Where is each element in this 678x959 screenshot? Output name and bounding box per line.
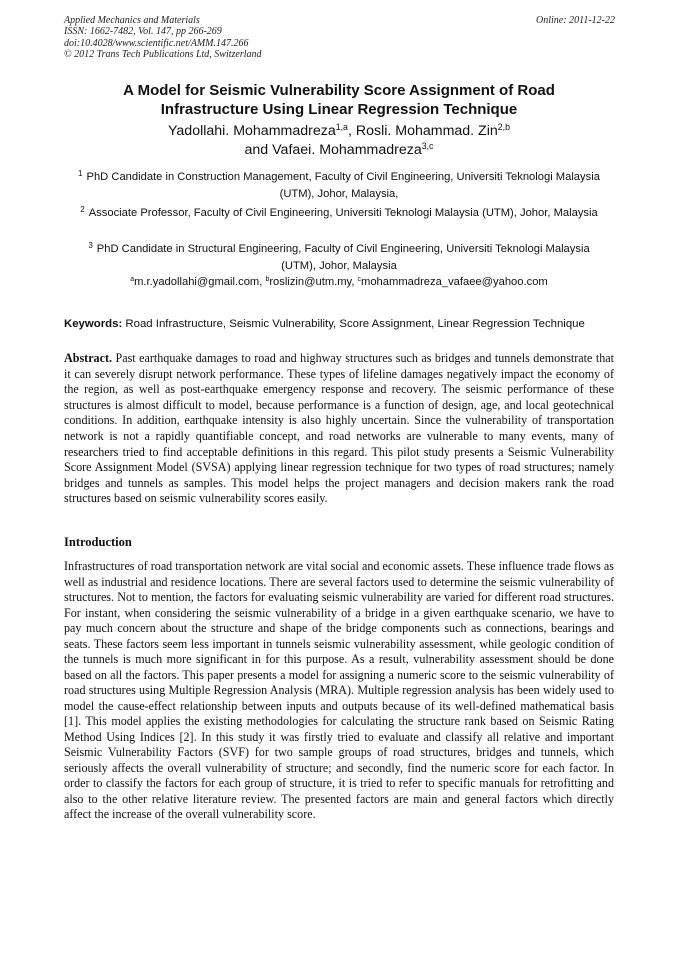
affiliation-2 xyxy=(70,202,608,222)
email-address[interactable]: mohammadreza_vafaee@yahoo.com xyxy=(361,276,548,288)
author-name: Rosli. Mohammad. Zin xyxy=(355,123,498,139)
paper-title: A Model for Seismic Vulnerability Score Assignment of Road Infrastructure Using Linear Regression Technique xyxy=(123,82,555,118)
introduction-text: Infrastructures of road transportation network are vital social and economic assets. These influence trade flows as well as industrial and residence locations. There are several factors used to determine the seismic vulnerability of structures. Not to mention, the factors for evaluating seismic vulnerability are varied for different road structures. For instant, when considering the seismic vulnerability of a bridge in a given earthquake scenario, we have to pay much concern about the structure and shape of the bridge components such as connections, bearings and seats. These factors seem less important in tunnels seismic vulnerability assessment, while geologic condition of the tunnels is much more significant in for this purpose. As a result, vulnerability assessment should be done based on all the factors. This paper presents a model for assigning a numeric score to the seismic vulnerability of road structures using Multiple Regression Analysis (MRA). Multiple regression analysis has been widely used to model the cause-effect relationship between inputs and outputs because of its well-defined mathematical basis [1]. This model applies the existing methodologies for calculating the structure rank based on Seismic Rating Method Using Indices [2]. In this study it was firstly tried to evaluate and classify all relative and important Seismic Vulnerability Factors (SVF) for two sample groups of road structures, bridges and tunnels, which seriously affects the overall vulnerability of structure; and secondly, find the numeric score for each factor. In order to classify the factors for each group of structure, it is tried to refer to specific manuals for retrofitting and also to the other relative literature review. The presented factors are main and general factors which directly affect the increase of the overall vulnerability score. xyxy=(64,559,614,821)
email-line: $^a$m.r.yadollahi@gmail.com, $^b$roslizin@utm.my, $^c$mohammadreza_vafaee@yahoo.com xyxy=(130,276,548,288)
author-list: Yadollahi. Mohammadreza$^{1,a}$, Rosli. Mohammad. Zin$^{2,b}$ and Vafaei. Mohammadreza$^{3,c}$ xyxy=(168,122,510,158)
abstract-block xyxy=(64,351,614,507)
affiliation-text: PhD Candidate in Construction Management, Faculty of Civil Engineering, Universiti Teknologi Malaysia (UTM), Johor, Malaysia, xyxy=(86,171,600,200)
author-name: and Vafaei. Mohammadreza xyxy=(244,142,422,158)
affiliation-number: 1 xyxy=(78,169,83,178)
affiliation-text: PhD Candidate in Structural Engineering, Faculty of Civil Engineering, Universiti Teknologi Malaysia (UTM), Johor, Malaysia xyxy=(96,243,590,272)
issn-line: ISSN: 1662-7482, Vol. 147, pp 266-269 xyxy=(64,26,222,38)
author-affil-mark: 2,b xyxy=(497,122,510,133)
affiliation-1 xyxy=(70,166,608,202)
affiliation-number: 3 xyxy=(88,241,93,250)
abstract-text: Past earthquake damages to road and highway structures such as bridges and tunnels demonstrate that it can severely disrupt network performance. These types of lifeline damages negatively impact the economy of the region, as well as post-earthquake emergency response and recovery. The seismic performance of these structures is almost difficult to model, because performance is a function of design, age, and local geotechnical conditions. In addition, earthquake intensity is also highly uncertain. Since the vulnerability of transportation network is not a rapidly quantifiable concept, and road networks are vulnerable to many events, many of researchers tried to find acceptable definitions in this regard. This pilot study presents a Seismic Vulnerability Score Assignment Model (SVSA) applying linear regression technique for two types of road structures; namely bridges and tunnels as samples. This model helps the project managers and decision makers rank the road structures based on seismic vulnerability scores easily. xyxy=(64,351,614,506)
copyright-line: © 2012 Trans Tech Publications Ltd, Switzerland xyxy=(64,48,262,60)
doi-line: doi:10.4028/www.scientific.net/AMM.147.266 xyxy=(64,37,249,49)
email-address[interactable]: roslizin@utm.my xyxy=(269,276,352,288)
journal-name: Applied Mechanics and Materials xyxy=(64,15,200,26)
abstract-label: Abstract. xyxy=(64,351,113,365)
online-date: Online: 2011-12-22 xyxy=(536,15,615,26)
journal-header xyxy=(64,15,262,60)
author-affil-mark: 1,a xyxy=(335,122,348,133)
email-address[interactable]: m.r.yadollahi@gmail.com xyxy=(134,276,260,288)
introduction-heading: Introduction xyxy=(64,535,132,549)
author-name: Yadollahi. Mohammadreza xyxy=(168,123,336,139)
keywords-block xyxy=(64,318,614,332)
affiliation-3 xyxy=(70,238,608,274)
affiliation-number: 2 xyxy=(80,205,85,214)
affiliation-text: Associate Professor, Faculty of Civil Engineering, Universiti Teknologi Malaysia (UTM), Johor, Malaysia xyxy=(88,207,598,219)
author-affil-mark: 3,c xyxy=(421,141,434,152)
keywords-label: Keywords: xyxy=(64,318,123,330)
keywords-text: Road Infrastructure, Seismic Vulnerability, Score Assignment, Linear Regression Technique xyxy=(125,318,585,330)
